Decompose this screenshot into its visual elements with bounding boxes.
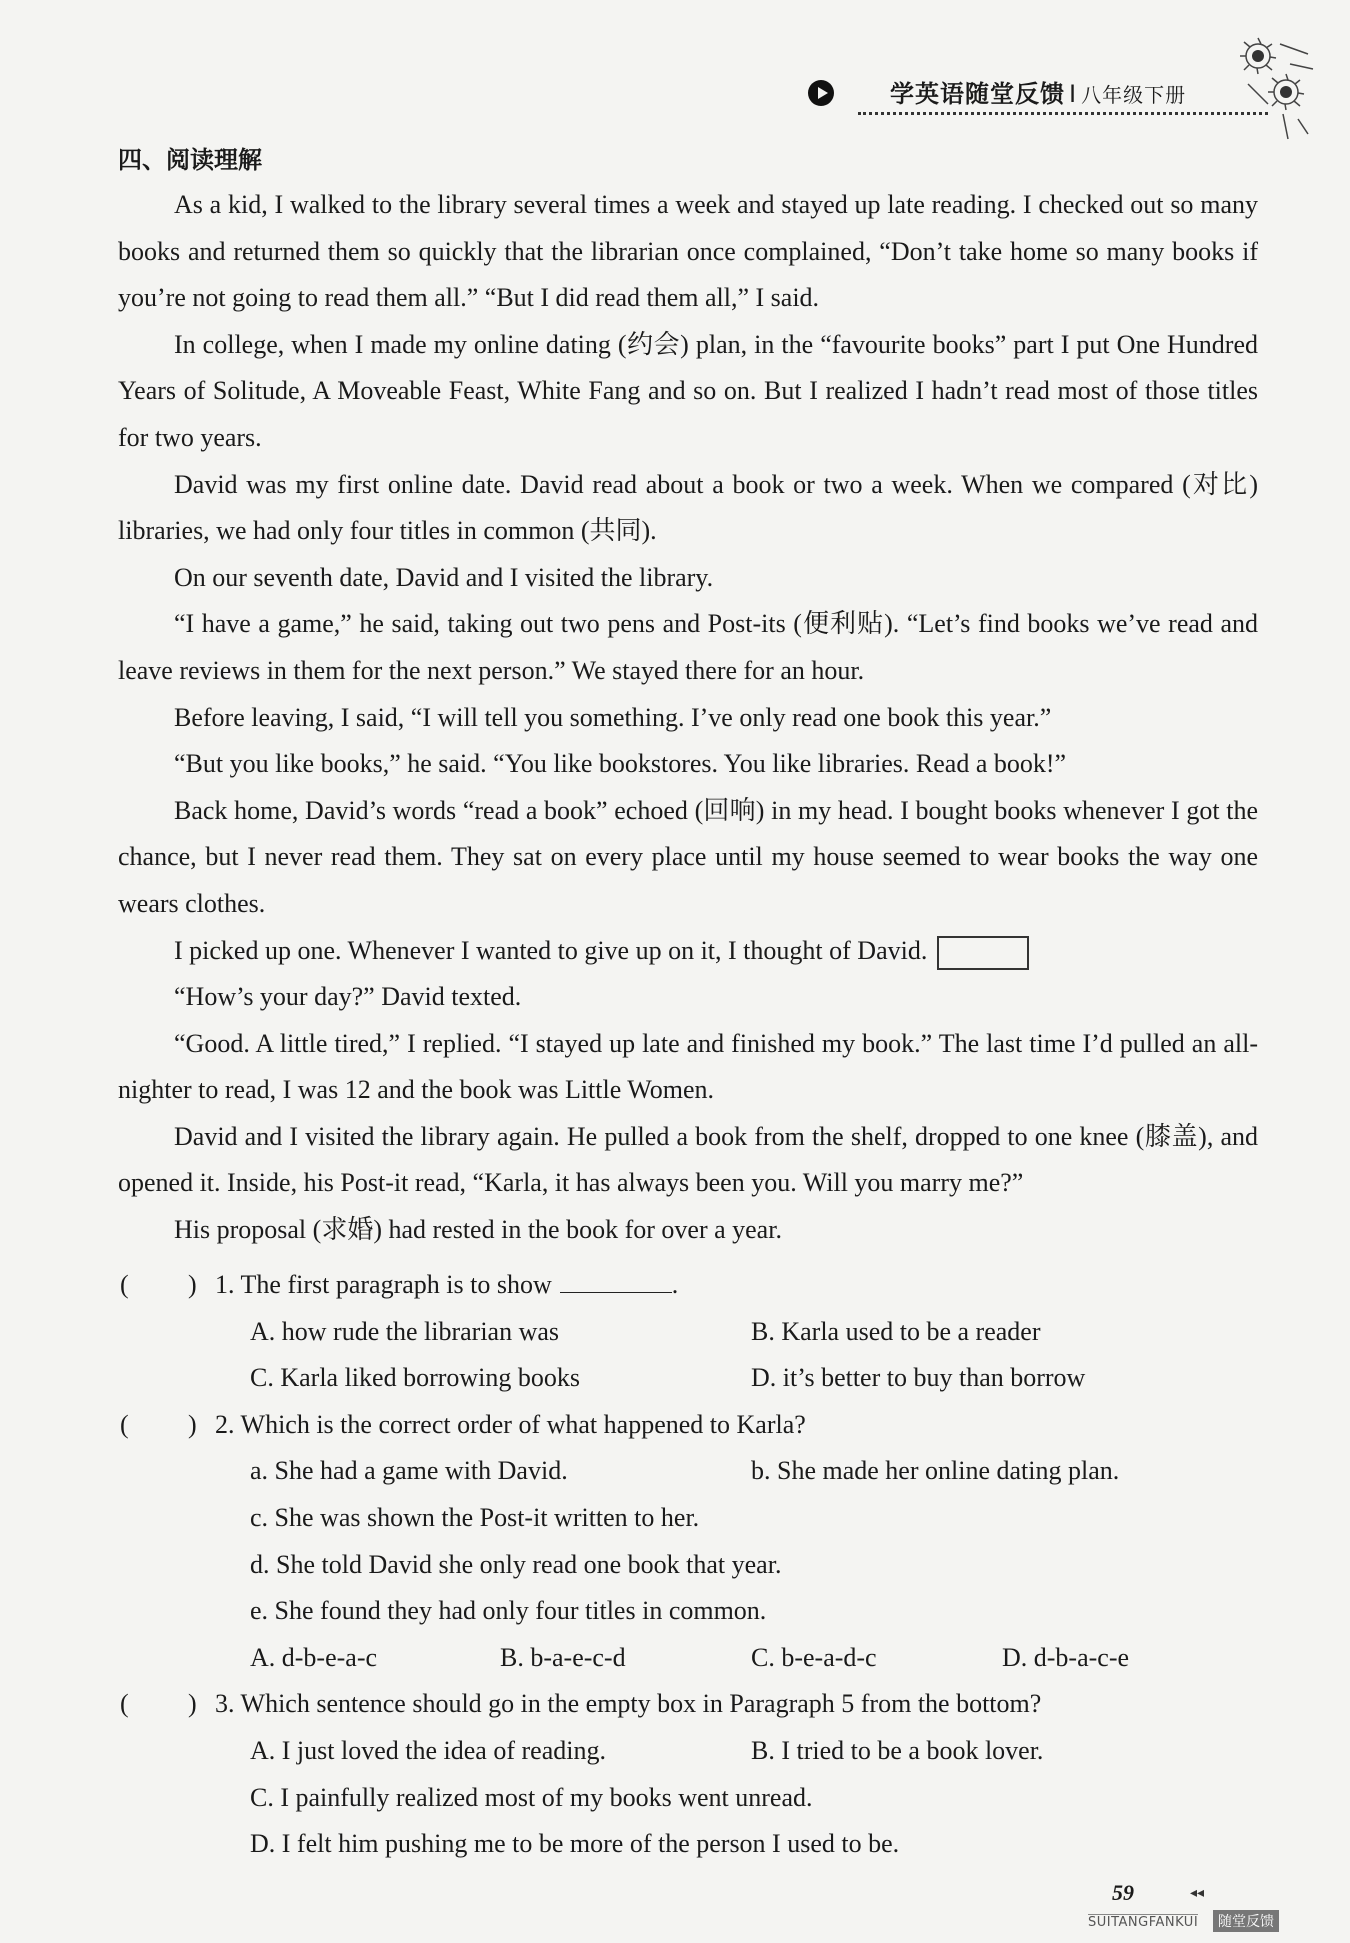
passage-paragraph: In college, when I made my online dating (约会) plan, in the “favourite books” part I put One Hundred Years of Solitude, A Moveable Feast, White Fang and so on. But I realized I hadn’t read most of those titles for two years. bbox=[118, 329, 1258, 452]
option-row bbox=[118, 1728, 1258, 1775]
option-c[interactable]: C. b-e-a-d-c bbox=[751, 1642, 877, 1672]
option-row bbox=[118, 1821, 1258, 1868]
option-a[interactable]: A. how rude the librarian was bbox=[250, 1316, 560, 1346]
passage-paragraph: On our seventh date, David and I visited the library. bbox=[174, 562, 714, 592]
passage-paragraph: Before leaving, I said, “I will tell you something. I’ve only read one book this year.” bbox=[174, 702, 1052, 732]
option-row bbox=[118, 1635, 1258, 1682]
page-number: 59 bbox=[1112, 1880, 1134, 1905]
passage-paragraph: David and I visited the library again. He pulled a book from the shelf, dropped to one knee (膝盖), and opened it. Inside, his Post-it read, “Karla, it has always been you. Will you marry me?” bbox=[118, 1121, 1258, 1198]
book-title: 学英语随堂反馈 bbox=[890, 80, 1065, 108]
passage-paragraph: His proposal (求婚) had rested in the book for over a year. bbox=[174, 1215, 782, 1245]
footer-brand-cn: 随堂反馈 bbox=[1213, 1910, 1279, 1932]
passage-paragraph: “Good. A little tired,” I replied. “I stayed up late and finished my book.” The last time I’d pulled an all-nighter to read, I was 12 and the book was Little Women. bbox=[118, 1028, 1258, 1105]
option-a[interactable]: A. d-b-e-a-c bbox=[250, 1642, 378, 1672]
grade-label: 八年级下册 bbox=[1081, 83, 1187, 107]
question-list bbox=[118, 1262, 1258, 1868]
answer-paren-open[interactable]: ( bbox=[120, 1689, 129, 1719]
question-stem bbox=[215, 1262, 678, 1309]
title-separator: I bbox=[1069, 80, 1078, 108]
event-row bbox=[118, 1542, 1258, 1589]
passage-paragraph: “I have a game,” he said, taking out two pens and Post-its (便利贴). “Let’s find books we’ve read and leave reviews in them for the next person.” We stayed there for an hour. bbox=[118, 609, 1258, 685]
option-c[interactable]: C. Karla liked borrowing books bbox=[250, 1363, 581, 1393]
reading-passage bbox=[118, 182, 1258, 1254]
event-e: e. She found they had only four titles in common. bbox=[250, 1596, 767, 1626]
passage-paragraph-with-box bbox=[118, 928, 1258, 975]
question-3 bbox=[118, 1681, 1258, 1728]
option-d[interactable]: D. I felt him pushing me to be more of the person I used to be. bbox=[250, 1829, 900, 1859]
passage-paragraph: Back home, David’s words “read a book” echoed (回响) in my head. I bought books whenever I got the chance, but I never read them. They sat on every place until my house seemed to wear books the way one wears clothes. bbox=[118, 795, 1258, 918]
passage-text: I picked up one. Whenever I wanted to give up on it, I thought of David. bbox=[174, 935, 928, 965]
passage-paragraph: David was my first online date. David read about a book or two a week. When we compared (对比) libraries, we had only four titles in common (共同). bbox=[118, 469, 1258, 546]
sunflower-decoration-icon bbox=[1228, 24, 1318, 144]
option-row bbox=[118, 1355, 1258, 1402]
answer-paren-open[interactable]: ( bbox=[120, 1409, 129, 1439]
option-b[interactable]: B. b-a-e-c-d bbox=[500, 1642, 626, 1672]
answer-box[interactable] bbox=[937, 936, 1029, 970]
event-c: c. She was shown the Post-it written to her. bbox=[250, 1502, 700, 1532]
question-1 bbox=[118, 1262, 1258, 1309]
event-b: b. She made her online dating plan. bbox=[751, 1456, 1120, 1486]
event-row bbox=[118, 1495, 1258, 1542]
option-d[interactable]: D. d-b-a-c-e bbox=[1002, 1642, 1130, 1672]
option-d[interactable]: D. it’s better to buy than borrow bbox=[751, 1363, 1086, 1393]
question-stem: 2. Which is the correct order of what happened to Karla? bbox=[215, 1409, 806, 1439]
question-stem-text: 1. The first paragraph is to show bbox=[215, 1270, 552, 1299]
answer-paren-close: ) bbox=[188, 1270, 197, 1299]
question-2 bbox=[118, 1402, 1258, 1449]
option-b[interactable]: B. I tried to be a book lover. bbox=[751, 1735, 1044, 1765]
option-row bbox=[118, 1309, 1258, 1356]
stem-period: . bbox=[671, 1270, 679, 1299]
page-header bbox=[808, 72, 1248, 120]
event-a: a. She had a game with David. bbox=[250, 1456, 568, 1486]
footer-brand-en: SUITANGFANKUI bbox=[1088, 1915, 1199, 1930]
answer-paren-close: ) bbox=[188, 1409, 197, 1439]
section-title: 四、阅读理解 bbox=[118, 146, 262, 174]
question-stem: 3. Which sentence should go in the empty box in Paragraph 5 from the bottom? bbox=[215, 1689, 1042, 1719]
option-c[interactable]: C. I painfully realized most of my books went unread. bbox=[250, 1782, 813, 1812]
option-a[interactable]: A. I just loved the idea of reading. bbox=[250, 1735, 606, 1765]
header-title bbox=[890, 74, 1186, 109]
answer-paren-close: ) bbox=[188, 1689, 197, 1719]
event-row bbox=[118, 1448, 1258, 1495]
event-row bbox=[118, 1588, 1258, 1635]
header-dotted-rule bbox=[858, 112, 1268, 115]
event-d: d. She told David she only read one book that year. bbox=[250, 1549, 782, 1579]
passage-paragraph: As a kid, I walked to the library several times a week and stayed up late reading. I checked out so many books and returned them so quickly that the librarian once complained, “Don’t take home so many books if you’re not going to read them all.” “But I did read them all,” I said. bbox=[118, 190, 1258, 313]
option-row bbox=[118, 1775, 1258, 1822]
answer-blank[interactable] bbox=[560, 1268, 672, 1293]
passage-paragraph: “How’s your day?” David texted. bbox=[174, 982, 522, 1012]
back-arrows-icon: ◂◂ bbox=[1190, 1885, 1205, 1901]
answer-paren-open[interactable]: ( bbox=[120, 1270, 129, 1299]
play-icon bbox=[808, 80, 834, 106]
option-b[interactable]: B. Karla used to be a reader bbox=[751, 1316, 1041, 1346]
passage-paragraph: “But you like books,” he said. “You like bookstores. You like libraries. Read a book!” bbox=[174, 749, 1067, 779]
